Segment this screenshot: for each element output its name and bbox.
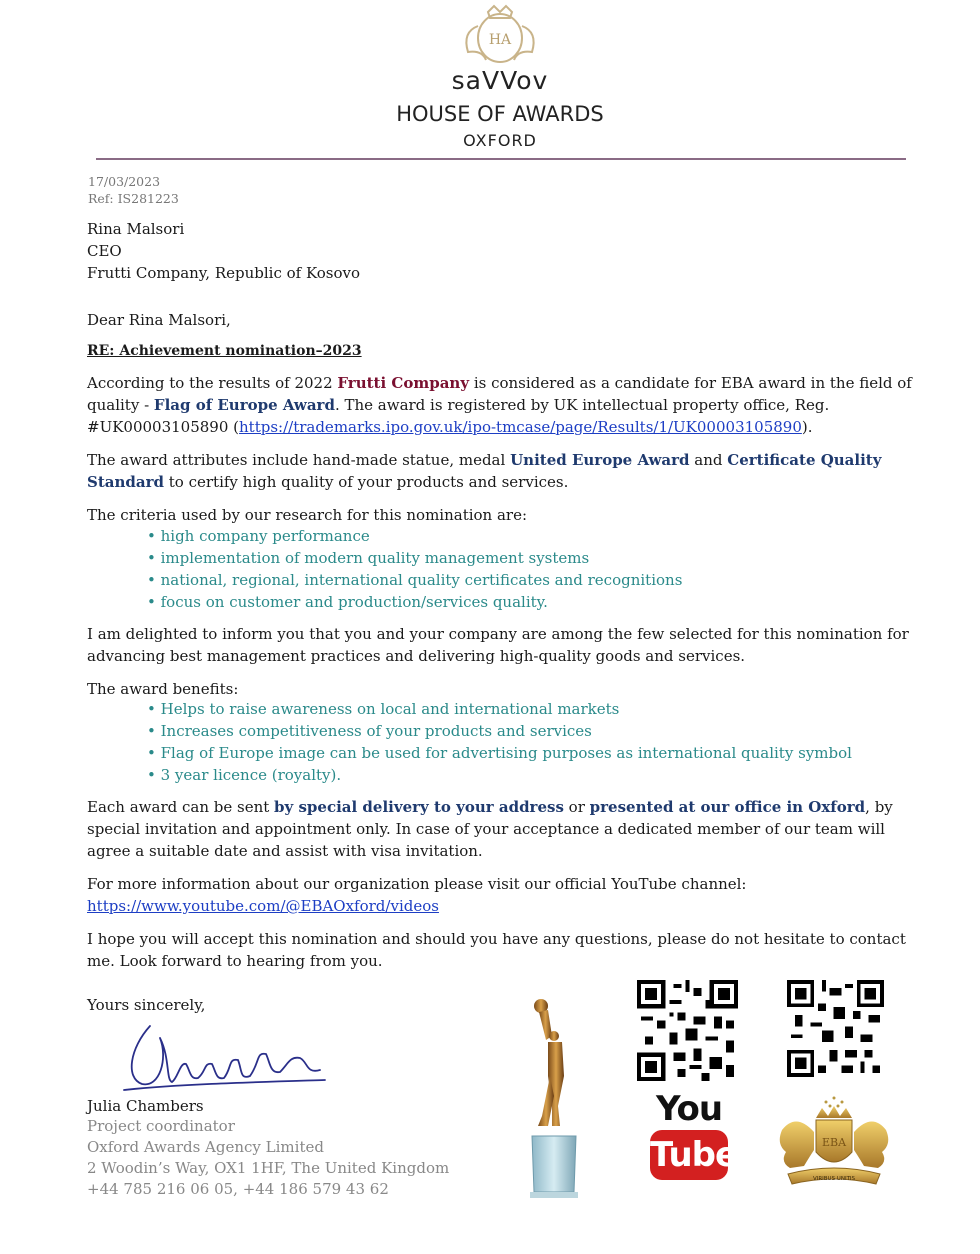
svg-text:VIRIBUS UNITIS: VIRIBUS UNITIS [812, 1176, 856, 1182]
recipient-title: CEO [87, 242, 122, 260]
paragraph-candidate: According to the results of 2022 Frutti Company is considered as a candidate for EBA award in the field of quality - Flag of Europe Award. The award is registered by UK intellectual property office, Reg. #UK00003105890 (https://trademarks.ipo.gov.uk/ipo-tmcase/page/Results/1/UK00003105890). [87, 374, 912, 436]
award-highlight: Flag of Europe Award [153, 396, 335, 414]
signer-info [87, 1116, 449, 1200]
header-divider [96, 158, 906, 160]
signer-address: 2 Woodin’s Way, OX1 1HF, The United Kingdom [87, 1159, 450, 1177]
benefits-list [147, 698, 852, 786]
list-item: • 3 year licence (royalty). [147, 764, 852, 786]
brand-city: OXFORD [463, 131, 537, 150]
qr-code-icon [787, 980, 884, 1077]
criteria-intro: The criteria used by our research for this nomination are: [87, 506, 528, 524]
signature [120, 1018, 335, 1098]
criteria-list [147, 525, 682, 613]
list-item: • high company performance [147, 525, 682, 547]
youtube-channel-link[interactable]: https://www.youtube.com/@EBAOxford/videos [87, 897, 439, 915]
award-medal-highlight: United Europe Award [510, 451, 690, 469]
recipient-name: Rina Malsori [87, 220, 185, 238]
paragraph-youtube: For more information about our organization please visit our official YouTube channel: https://www.youtube.com/@EBAOxford/videos [87, 875, 747, 915]
svg-text:EBA: EBA [821, 1136, 847, 1149]
list-item: • Helps to raise awareness on local and international markets [147, 698, 852, 720]
eba-seal-icon [770, 1092, 898, 1194]
trademark-link[interactable]: https://trademarks.ipo.gov.uk/ipo-tmcase/page/Results/1/UK00003105890 [239, 418, 802, 436]
closing-line: Yours sincerely, [87, 996, 206, 1014]
list-item: • focus on customer and production/services quality. [147, 591, 682, 613]
paragraph-closing: I hope you will accept this nomination and should you have any questions, please do not hesitate to contact me. Look forward to hearing from you. [87, 930, 906, 970]
list-item: • national, regional, international quality certificates and recognitions [147, 569, 682, 591]
office-highlight: presented at our office in Oxford [589, 798, 866, 816]
benefits-intro: The award benefits: [87, 680, 239, 698]
list-item: • Flag of Europe image can be used for advertising purposes as international quality symbol [147, 742, 852, 764]
delivery-highlight: by special delivery to your address [274, 798, 564, 816]
signer-phones: +44 785 216 06 05, +44 186 579 43 62 [87, 1180, 389, 1198]
signer-name: Julia Chambers [87, 1097, 204, 1115]
list-item: • Increases competitiveness of your products and services [147, 720, 852, 742]
youtube-logo-tube: Tube [650, 1130, 728, 1180]
paragraph-delighted: I am delighted to inform you that you and your company are among the few selected for this nomination for advancing best management practices and delivering high-quality goods and services. [87, 625, 909, 665]
list-item: • implementation of modern quality management systems [147, 547, 682, 569]
recipient-company: Frutti Company, Republic of Kosovo [87, 264, 361, 282]
brand-house: HOUSE OF AWARDS [396, 102, 604, 126]
svg-text:HA: HA [488, 32, 512, 48]
letter-date: 17/03/2023 [88, 174, 161, 189]
paragraph-delivery: Each award can be sent by special delivery to your address or presented at our office in Oxford, by special invitation and appointment only. In case of your acceptance a dedicated member of our team will agree a suitable date and assist with visa invitation. [87, 798, 893, 860]
qr-code-icon [637, 980, 738, 1081]
paragraph-attributes: The award attributes include hand-made statue, medal United Europe Award and Certificate Quality Standard to certify high quality of your products and services. [87, 451, 882, 491]
house-crest-logo [452, 2, 548, 68]
salutation: Dear Rina Malsori, [87, 311, 231, 329]
signer-role: Project coordinator [87, 1117, 235, 1135]
youtube-logo-you: You [655, 1089, 723, 1129]
subject-line: RE: Achievement nomination–2023 [87, 343, 362, 359]
certificate-highlight: Certificate Quality Standard [87, 451, 882, 491]
letter-ref: Ref: IS281223 [88, 191, 179, 206]
company-highlight: Frutti Company [337, 374, 470, 392]
award-statue-image [518, 996, 590, 1202]
brand-name: saVVov [451, 66, 549, 95]
signer-org: Oxford Awards Agency Limited [87, 1138, 324, 1156]
